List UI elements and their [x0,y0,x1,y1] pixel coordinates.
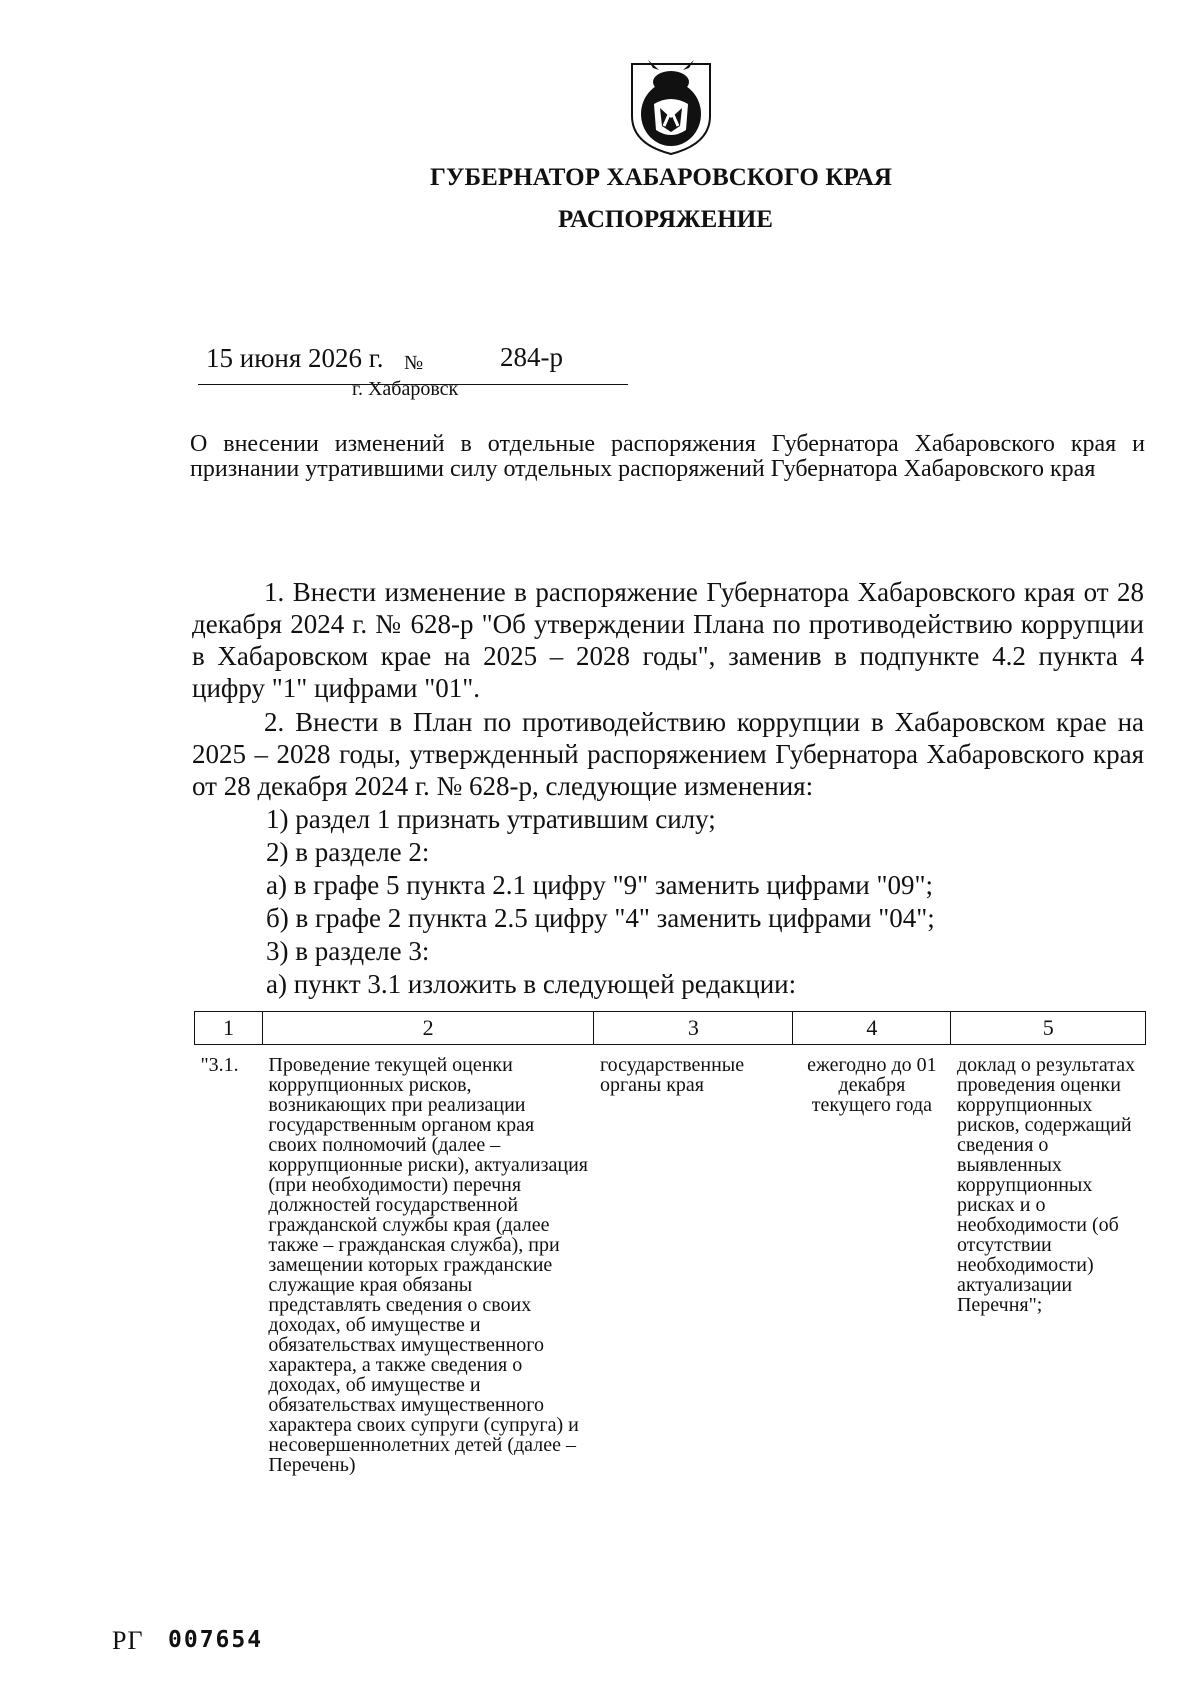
paragraph-1: 1. Внести изменение в распоряжение Губернатора Хабаровского края от 28 декабря 2024 г. № 628-р "Об утверждении Плана по противодействию коррупции в Хабаровском крае на 2025 – 2028 годы", заменив в подпункте 4.2 пункта 4 цифру "1" цифрами "01". [192,577,1144,703]
subject-text: О внесении изменений в отдельные распоряжения Губернатора Хабаровского края и признании утратившими силу отдельных распоряжений Губернатора Хабаровского края [190,431,1145,482]
table-header-cell: 5 [951,1012,1146,1045]
list-item: 3) в разделе 3: [266,936,430,966]
list-item: 2) в разделе 2: [266,837,430,867]
item-number: "3.1. [200,1054,239,1076]
document-number: 284-р [500,342,563,372]
list-item: б) в графе 2 пункта 2.5 цифру "4" заменить цифрами "04"; [266,903,935,933]
document-type: РАСПОРЯЖЕНИЕ [558,206,773,233]
list-item: а) пункт 3.1 изложить в следующей редакции: [266,969,797,999]
list-item: 1) раздел 1 признать утратившим силу; [266,804,716,834]
table-row [195,1045,1146,1476]
table-header-cell: 1 [195,1012,263,1045]
list-item: а) в графе 5 пункта 2.1 цифру "9" заменить цифрами "09"; [266,870,934,900]
number-sign: № [404,352,424,374]
serial-prefix: РГ [112,1626,144,1655]
table-header-cell: 2 [262,1012,594,1045]
document-city: г. Хабаровск [352,378,459,400]
responsible-executors: государственные органы края [599,1054,745,1096]
plan-table [194,1011,1146,1475]
measure-description: Проведение текущей оценки коррупционных рисков, возникающих при реализации государственным органом края своих полномочий (далее – коррупционные риски), актуализация (при необходимости) перечня должностей государственной гражданской службы края (далее также – гражданская служба), при замещении которых гражданские служащие края обязаны представлять сведения о своих доходах, об имуществе и обязательствах имущественного характера, а также сведения о доходах, об имуществе и обязательствах имущественного характера своих супруги (супруга) и несовершеннолетних детей (далее – Перечень) [268,1054,588,1476]
deadline: ежегодно до 01 декабря текущего года [807,1054,937,1116]
serial-number: 007654 [168,1627,264,1653]
coat-of-arms-icon [628,60,714,156]
paragraph-2: 2. Внести в План по противодействию коррупции в Хабаровском крае на 2025 – 2028 годы, утвержденный распоряжением Губернатора Хабаровского края от 28 декабря 2024 г. № 628-р, следующие изменения: [192,707,1144,801]
table-header-cell: 4 [793,1012,951,1045]
table-header-row [195,1012,1146,1045]
document-subject [190,432,1145,482]
authority-title: ГУБЕРНАТОР ХАБАРОВСКОГО КРАЯ [430,164,893,191]
table-header-cell: 3 [594,1012,793,1045]
document-date: 15 июня 2026 г. [206,343,384,373]
expected-result: доклад о результатах проведения оценки коррупционных рисков, содержащий сведения о выявленных коррупционных рисках и о необходимости (об отсутствии необходимости) актуализации Перечня"; [956,1054,1136,1316]
